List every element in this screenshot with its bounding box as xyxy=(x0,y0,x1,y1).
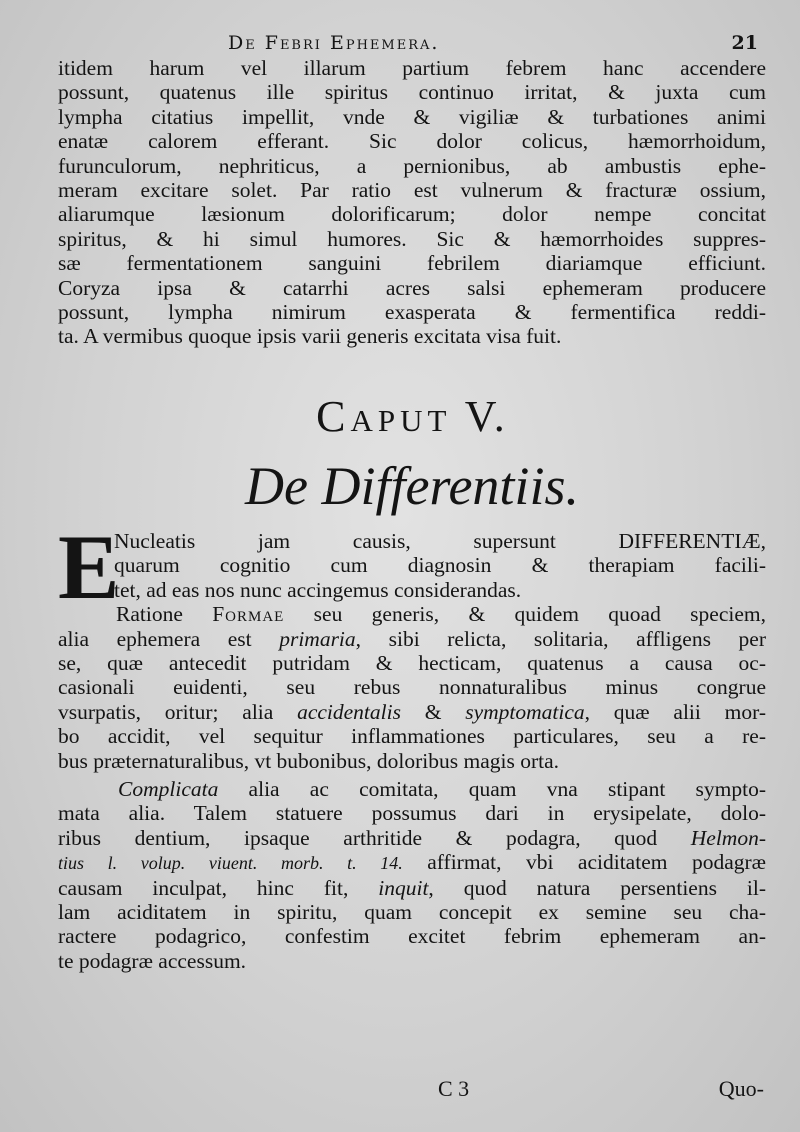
text-line: casionali euidenti, seu rebus nonnaturalibus minus congrue xyxy=(58,675,766,700)
section-title: De Differentiis. xyxy=(245,455,579,516)
text-line: Nucleatis jam causis, supersunt DIFFERENTIÆ, xyxy=(114,528,766,553)
text-run: Complicata xyxy=(118,776,219,801)
text-line xyxy=(58,700,766,724)
text-run: alia ac comitata, quam vna stipant sympto- xyxy=(218,776,766,801)
text-line: bus præternaturalibus, vt bubonibus, doloribus magis orta. xyxy=(58,748,560,773)
text-run: inquit xyxy=(378,875,429,900)
running-title: De Febri Ephemera. xyxy=(228,32,440,54)
text-line: quarum cognitio cum diagnosin & therapiam facili- xyxy=(114,553,766,578)
text-line: ta. A vermibus quoque ipsis varii generis excitata visa fuit. xyxy=(58,324,562,349)
paragraph-forma xyxy=(58,602,766,773)
text-line: te podagræ accessum. xyxy=(58,948,247,973)
text-line xyxy=(58,826,766,850)
text-run: , quæ alii mor- xyxy=(584,699,767,724)
text-line xyxy=(58,777,766,801)
text-run: alia ephemera est xyxy=(58,626,280,651)
chapter-numeral: V. xyxy=(464,391,508,441)
signature-mark: C 3 xyxy=(438,1076,470,1101)
paragraph-complicata xyxy=(58,777,766,973)
text-run: Ratione xyxy=(116,602,213,627)
top-paragraph xyxy=(58,56,766,349)
text-run: affirmat, vbi aciditatem podagræ xyxy=(402,850,767,875)
text-line: possunt, lympha nimirum exasperata & fermentifica reddi- xyxy=(58,300,766,325)
text-line: bo accidit, vel sequitur inflammationes particulares, seu a re- xyxy=(58,724,766,749)
text-line: aliarumque læsionum dolorificarum; dolor nempe concitat xyxy=(58,202,766,227)
text-run: Helmon- xyxy=(690,825,766,850)
text-line xyxy=(58,627,766,651)
text-line xyxy=(58,602,766,626)
text-run: tius l. volup. viuent. morb. t. 14. xyxy=(58,853,403,874)
text-line: lympha citatius impellit, vnde & vigiliæ & turbationes animi xyxy=(58,104,766,129)
text-line: lam aciditatem in spiritu, quam concepit ex semine seu cha- xyxy=(58,899,766,924)
text-line xyxy=(58,850,766,875)
text-line xyxy=(58,876,766,900)
text-run: symptomatica xyxy=(465,699,585,724)
text-run: accidentalis xyxy=(297,699,401,724)
text-line: tet, ad eas nos nunc accingemus considerandas. xyxy=(114,577,522,602)
text-line: spiritus, & hi simul humores. Sic & hæmorrhoides suppres- xyxy=(58,226,766,251)
text-line: Coryza ipsa & catarrhi acres salsi ephemeram producere xyxy=(58,275,766,300)
catchword: Quo- xyxy=(718,1076,764,1101)
text-line: se, quæ antecedit putridam & hecticam, quatenus a causa oc- xyxy=(58,650,766,675)
text-line: meram excitare solet. Par ratio est vulnerum & fracturæ ossium, xyxy=(58,178,766,203)
running-head xyxy=(58,28,766,56)
drop-cap: E xyxy=(58,515,120,618)
page-footer xyxy=(0,1076,800,1106)
chapter-heading xyxy=(58,391,766,441)
text-run: & xyxy=(400,699,466,724)
text-run: ribus dentium, ipsaque arthritide & podagra, quod xyxy=(58,825,691,850)
text-run: primaria xyxy=(279,626,356,651)
text-line: sæ fermentationem sanguini febrilem diariamque efficiunt. xyxy=(58,251,766,276)
text-line: ractere podagrico, confestim excitet febrim ephemeram an- xyxy=(58,924,766,949)
text-line: mata alia. Talem statuere possumus dari in erysipelate, dolo- xyxy=(58,801,766,826)
text-run: Formae xyxy=(212,602,285,627)
text-line: furunculorum, nephriticus, a pernionibus, ab ambustis ephe- xyxy=(58,153,766,178)
text-line: itidem harum vel illarum partium febrem hanc accendere xyxy=(58,56,766,80)
text-run: , sibi relicta, solitaria, affligens per xyxy=(355,626,766,651)
text-run: , quod natura persentiens il- xyxy=(428,875,766,900)
text-run: causam inculpat, hinc fit, xyxy=(58,875,379,900)
chapter-prefix: Caput xyxy=(316,391,452,441)
text-run: vsurpatis, oritur; alia xyxy=(58,699,298,724)
text-line: possunt, quatenus ille spiritus continuo irritat, & juxta cum xyxy=(58,80,766,105)
text-run: seu generis, & quidem quoad speciem, xyxy=(284,602,766,627)
text-line: enatæ calorem efferant. Sic dolor colicus, hæmorrhoidum, xyxy=(58,129,766,154)
page-number: 21 xyxy=(731,32,758,54)
